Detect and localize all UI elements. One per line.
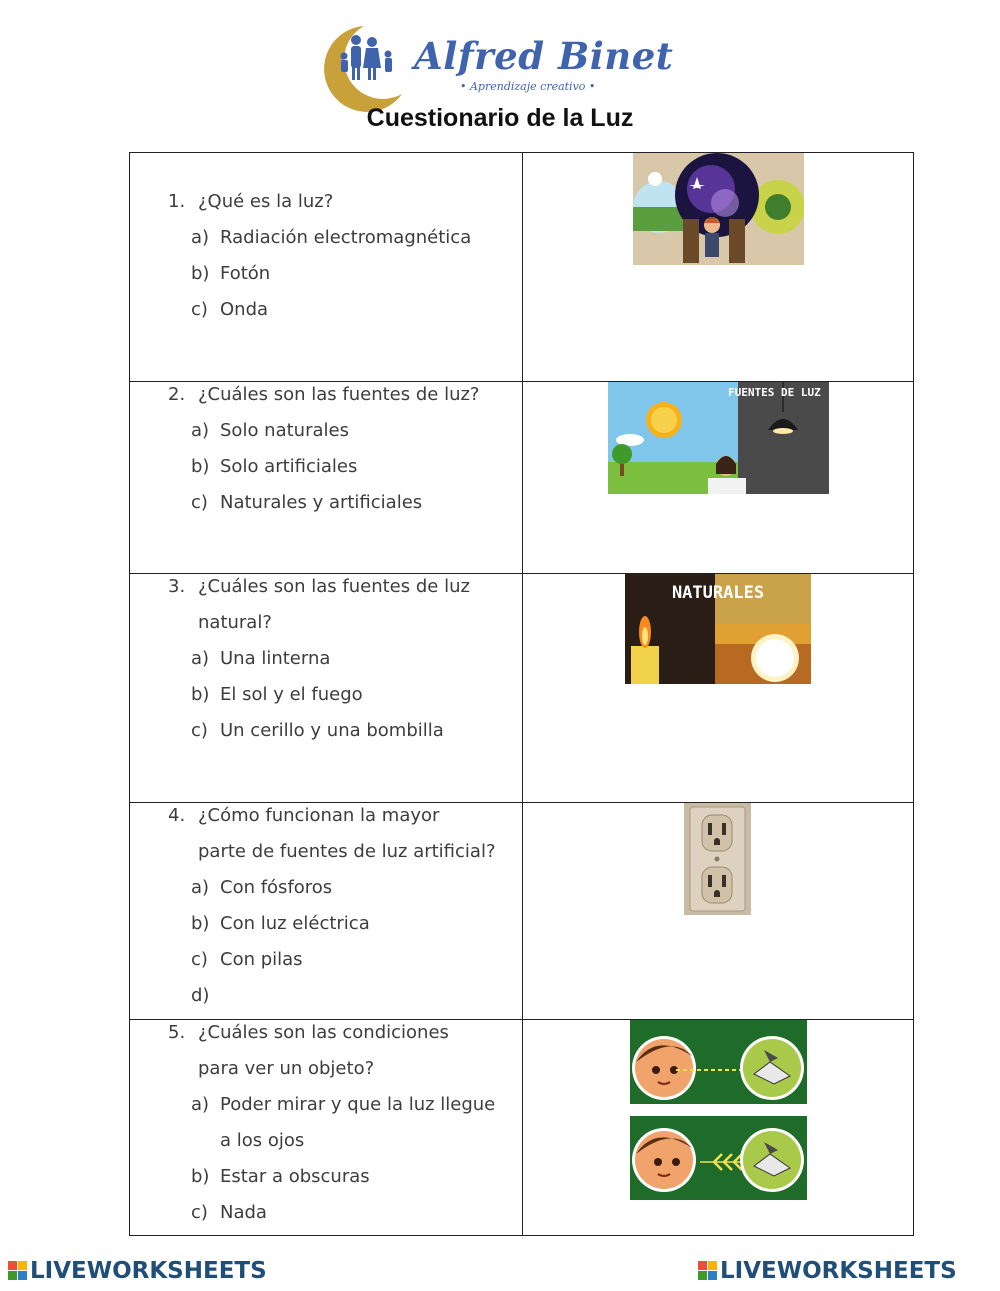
image-cell-2 [523, 382, 914, 574]
question-cell-2: 2. ¿Cuáles son las fuentes de luz? a) Solo naturales b) Solo artificiales c) Naturales y artificiales [130, 382, 523, 574]
question-number: 1. [168, 191, 186, 212]
question-cell-3: 3. ¿Cuáles son las fuentes de luz natural? a) Una linterna b) El sol y el fuego c) Un cerillo y una bombilla [130, 574, 523, 803]
page-title: Cuestionario de la Luz [366, 104, 634, 132]
image-cell-5 [523, 1020, 914, 1236]
question-cell-1: 1. ¿Qué es la luz? a) Radiación electromagnética b) Fotón c) Onda [130, 153, 523, 382]
liveworksheets-blocks-icon [698, 1261, 720, 1285]
question-row-3 [130, 574, 914, 803]
light-universe-illustration [633, 153, 804, 265]
question-cell-5: 5. ¿Cuáles son las condiciones para ver un objeto? a) Poder mirar y que la luz llegue a los ojos b) Estar a obscuras c) Nada [130, 1020, 523, 1236]
question-row-4 [130, 803, 914, 1020]
light-sources-image [608, 382, 829, 494]
image-cell-3 [523, 574, 914, 803]
natural-sources-caption: NATURALES [671, 583, 765, 603]
vision-eye-to-object-image [630, 1020, 807, 1104]
quiz-table [129, 152, 914, 1236]
watermark-text-right: LIVEWORKSHEETS [720, 1258, 957, 1284]
watermark-text-left: LIVEWORKSHEETS [30, 1258, 267, 1284]
question-row-1 [130, 153, 914, 382]
question-cell-4: 4. ¿Cómo funcionan la mayor parte de fuentes de luz artificial? a) Con fósforos b) Con luz eléctrica c) Con pilas d) [130, 803, 523, 1020]
question-row-5 [130, 1020, 914, 1236]
question-row-2 [130, 382, 914, 574]
alfred-binet-logo-icon [312, 24, 412, 112]
question-line: ¿Qué es la luz? [198, 191, 334, 212]
brand-name: Alfred Binet [414, 34, 674, 78]
liveworksheets-blocks-icon [8, 1261, 30, 1285]
image-cell-4 [523, 803, 914, 1020]
light-sources-caption: FUENTES DE LUZ [728, 386, 821, 399]
natural-sources-image [625, 574, 811, 684]
header [0, 0, 1000, 150]
image-cell-1 [523, 153, 914, 382]
electric-outlet-image [684, 803, 751, 915]
vision-light-to-eye-image [630, 1116, 807, 1200]
brand-tagline: • Aprendizaje creativo • [460, 80, 596, 93]
